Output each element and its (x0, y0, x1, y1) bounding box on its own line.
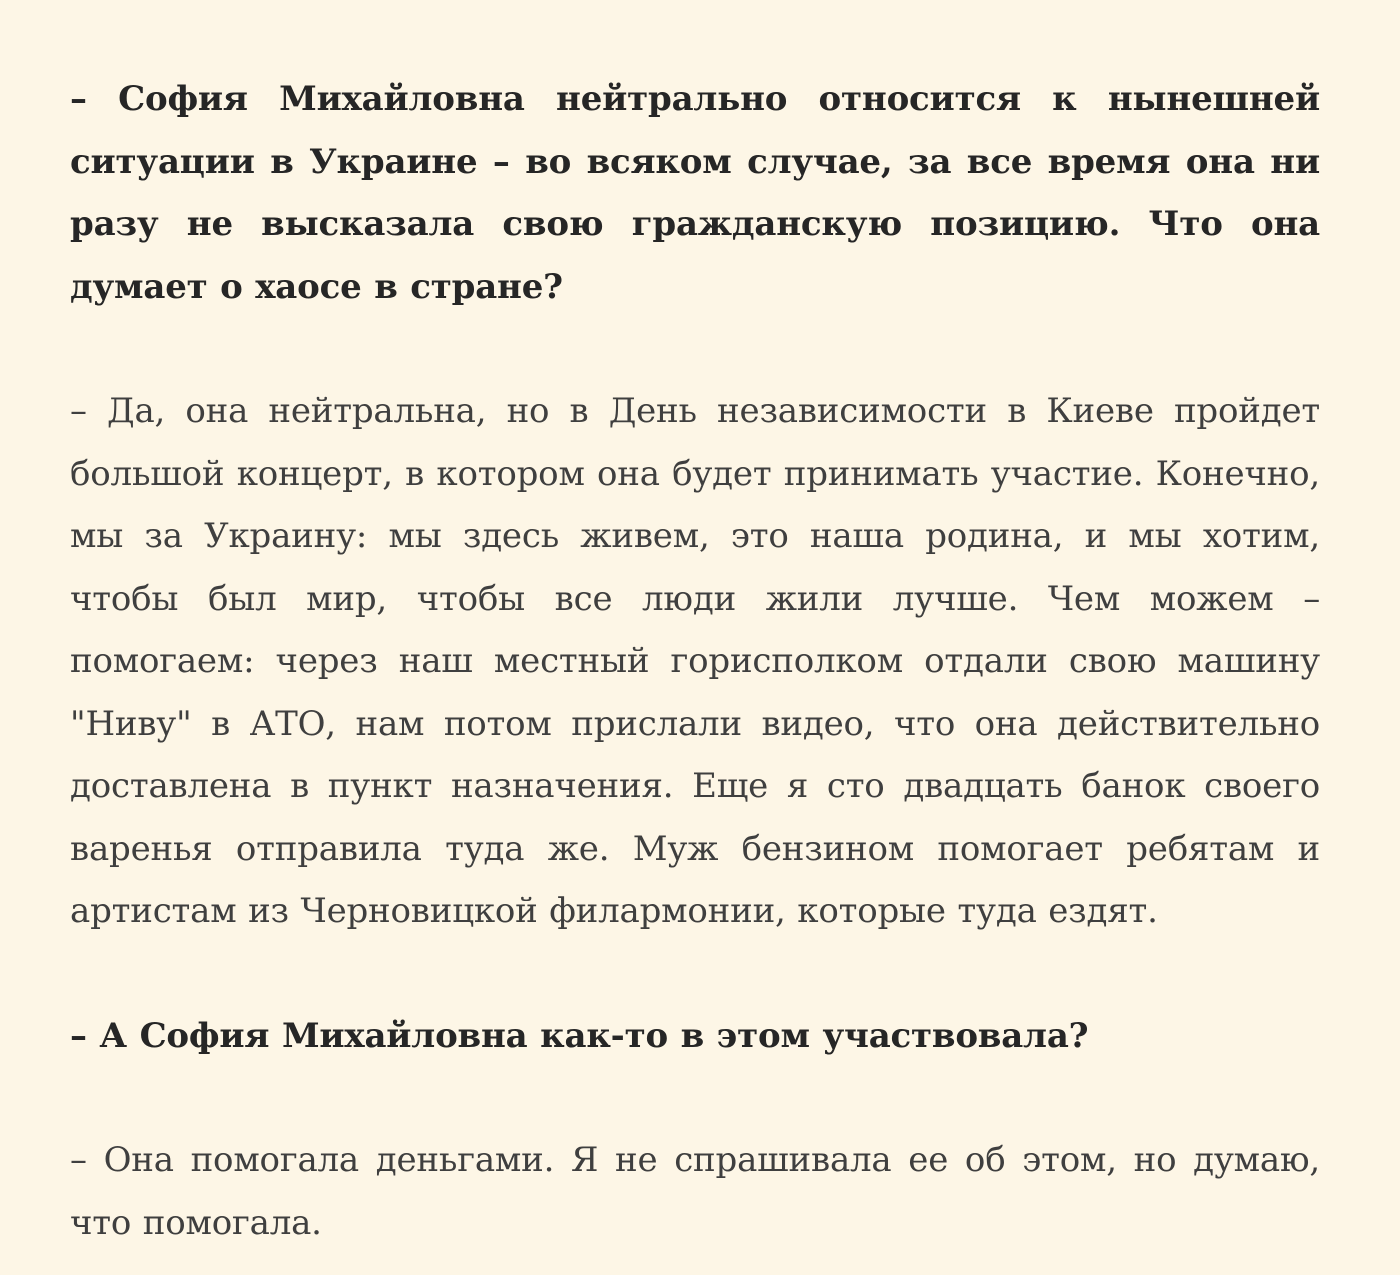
interview-answer: – Она помогала деньгами. Я не спрашивала ее об этом, но думаю, что помогала. (70, 1140, 1320, 1243)
interview-answer: – Да, она нейтральна, но в День независимости в Киеве пройдет большой концерт, в котором она будет принимать участие. Конечно, мы за Украину: мы здесь живем, это наша родина, и мы хотим, чтобы был мир, чтобы все люди жили лучше. Чем можем – помогаем: через наш местный горисполком отдали свою машину "Ниву" в АТО, нам потом прислали видео, что она действительно доставлена в пункт назначения. Еще я сто двадцать банок своего варенья отправила туда же. Муж бензином помогает ребятам и артистам из Черновицкой филармонии, которые туда ездят. (70, 391, 1320, 931)
interview-question: – А София Михайловна как-то в этом участвовала? (70, 1015, 1089, 1056)
interview-question: – София Михайловна нейтрально относится к нынешней ситуации в Украине – во всяком случае, за все время она ни разу не высказала свою гражданскую позицию. Что она думает о хаосе в стране? (70, 79, 1320, 307)
